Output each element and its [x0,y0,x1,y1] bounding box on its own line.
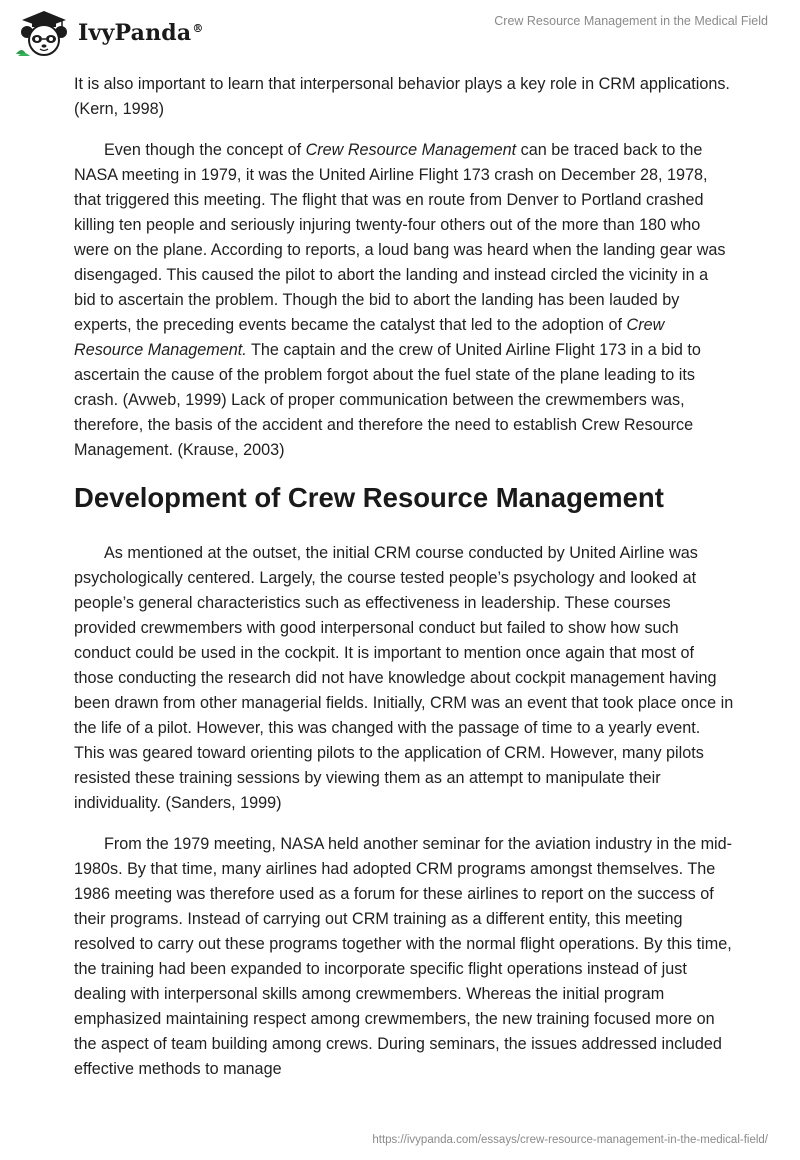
document-title: Crew Resource Management in the Medical Field [494,14,768,28]
section-heading: Development of Crew Resource Management [74,482,664,513]
paragraph-3: As mentioned at the outset, the initial CRM course conducted by United Airline was psychologically centered. Largely, the course tested people’s psychology and looked at people’s general characteristics such as effectiveness in leadership. These courses provided crewmembers with good interpersonal conduct but failed to show how such conduct could be used in the cockpit. It is important to mention once again that most of those conducting the research did not have knowledge about cockpit management having been drawn from other managerial fields. Initially, CRM was an event that took place once in the life of a pilot. However, this was changed with the passage of time to a yearly event. This was geared toward orienting pilots to the application of CRM. However, many pilots resisted these training sessions by viewing them as an attempt to manipulate their individuality. (Sanders, 1999) [74,544,734,812]
paragraph-2: Even though the concept of Crew Resource Management can be traced back to the NASA meeting in 1979, it was the United Airline Flight 173 crash on December 28, 1978, that triggered this meeting. The flight that was en route from Denver to Portland crashed killing ten people and seriously injuring twenty-four others out of the more than 180 who were on the plane. According to reports, a loud bang was heard when the landing gear was disengaged. This caused the pilot to abort the landing and instead circled the vicinity in a bid to ascertain the problem. Though the bid to abort the landing has been lauded by experts, the preceding events became the catalyst that led to the adoption of Crew Resource Management. The captain and the crew of United Airline Flight 173 in a bid to ascertain the cause of the problem forgot about the fuel state of the plane leading to its crash. (Avweb, 1999) Lack of proper communication between the crewmembers was, therefore, the basis of the accident and therefore the need to establish Crew Resource Management. (Krause, 2003) [74,141,726,459]
paragraph-1: It is also important to learn that interpersonal behavior plays a key role in CRM applications. (Kern, 1998) [74,75,730,118]
source-url[interactable]: https://ivypanda.com/essays/crew-resource-management-in-the-medical-field/ [372,1134,768,1146]
paragraph-4: From the 1979 meeting, NASA held another seminar for the aviation industry in the mid-1980s. By that time, many airlines had adopted CRM programs amongst themselves. The 1986 meeting was therefore used as a forum for these airlines to report on the success of their programs. Instead of carrying out CRM training as a different entity, this meeting resolved to carry out these programs together with the normal flight operations. By this time, the training had been expanded to incorporate specific flight operations instead of just dealing with interpersonal skills among crewmembers. Whereas the initial program emphasized maintaining respect among crewmembers, the new training focused more on the aspect of team building among crews. During seminars, the issues addressed included effective methods to manage [74,835,733,1078]
page-header [0,0,800,66]
brand-logo[interactable] [14,8,204,58]
essay-body [74,72,734,1098]
panda-graduate-icon [14,8,70,58]
brand-name: IvyPanda® [78,20,204,46]
